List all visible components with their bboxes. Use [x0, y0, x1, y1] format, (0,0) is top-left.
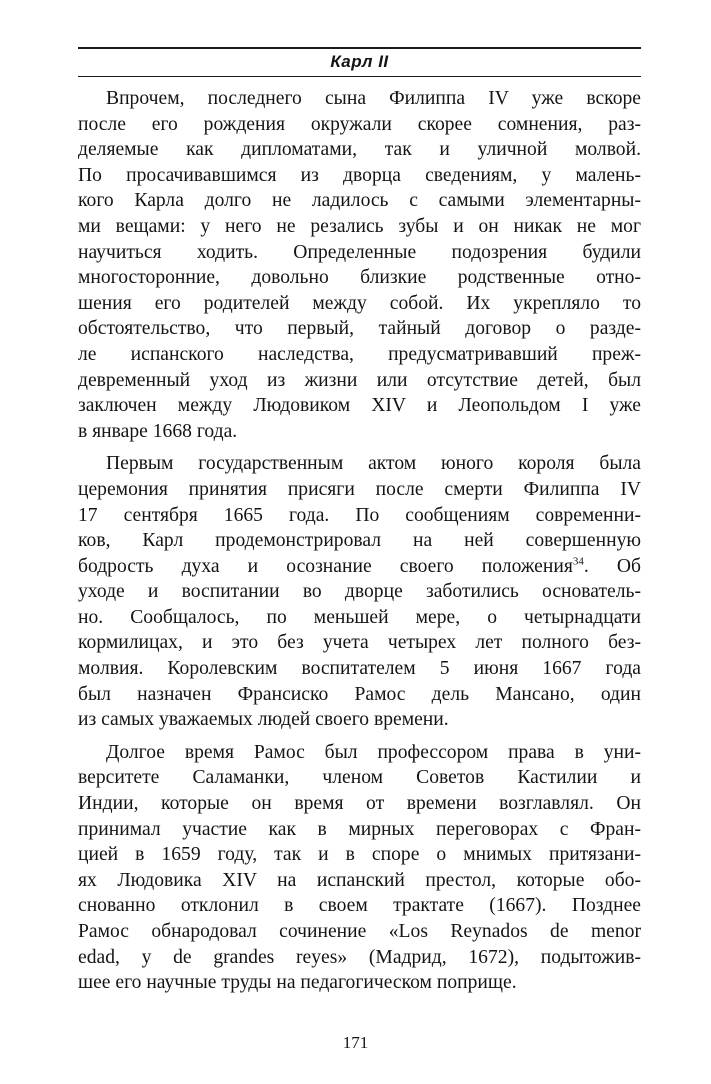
text-line: ков, Карл продемонстрировал на ней совершенную — [78, 530, 641, 552]
text-line: деляемые как дипломатами, так и уличной молвой. — [78, 139, 641, 161]
text-line: шее его научные труды на педагогическом поприще. — [78, 972, 517, 994]
text-line: многосторонние, довольно близкие родственные отно- — [78, 267, 641, 289]
text-line: церемония принятия присяги после смерти Филиппа IV — [78, 478, 641, 500]
text-line-segment: . Об — [583, 555, 641, 577]
text-line: после его рождения окружали скорее сомнения, раз- — [78, 113, 641, 135]
text-line: edad, y de grandes reyes» (Мадрид, 1672), подытожив- — [78, 946, 641, 968]
text-line: Впрочем, последнего сына Филиппа IV уже вскоре — [106, 88, 641, 109]
text-line: шения его родителей между собой. Их укрепляло то — [78, 292, 641, 314]
text-line-with-footnote — [78, 554, 641, 580]
text-line: снованно отклонил в своем трактате (1667). Позднее — [78, 895, 641, 917]
text-line: девременный уход из жизни или отсутствие детей, был — [78, 369, 641, 391]
text-line: молвия. Королевским воспитателем 5 июня 1667 года — [78, 658, 641, 680]
text-line: По просачивавшимся из дворца сведениям, у малень- — [78, 164, 641, 186]
text-line: Рамос обнародовал сочинение «Los Reynados de menor — [78, 921, 641, 942]
footnote-reference[interactable]: 34 — [572, 555, 584, 568]
running-head: Карл II — [330, 52, 389, 71]
paragraph-3 — [78, 740, 641, 996]
text-line: но. Сообщалось, по меньшей мере, о четырнадцати — [78, 606, 641, 628]
paragraph-1 — [78, 86, 641, 444]
text-line: уходе и воспитании во дворце заботились основатель- — [78, 581, 641, 603]
header-rule-bottom — [78, 76, 641, 77]
text-line: из самых уважаемых людей своего времени. — [78, 709, 449, 731]
text-line: обстоятельство, что первый, тайный договор о разде- — [78, 318, 641, 340]
text-line: научиться ходить. Определенные подозрения будили — [78, 241, 641, 263]
text-line: принимал участие как в мирных переговорах с Фран- — [78, 818, 641, 840]
text-line-segment: бодрость духа и осознание своего положения — [78, 555, 573, 577]
text-line: заключен между Людовиком XIV и Леопольдом I уже — [78, 395, 641, 417]
text-line: ле испанского наследства, предусматривавший преж- — [78, 343, 641, 365]
text-line: кормилицах, и это без учета четырех лет полного без- — [78, 632, 641, 654]
text-line: цией в 1659 году, так и в споре о мнимых притязани- — [78, 844, 641, 866]
text-line: был назначен Франсиско Рамос дель Мансано, один — [78, 683, 641, 705]
text-line: верситете Саламанки, членом Советов Кастилии и — [78, 767, 641, 789]
text-line: Индии, которые он время от времени возглавлял. Он — [78, 793, 641, 815]
text-line: ях Людовика XIV на испанский престол, которые обо- — [78, 869, 641, 891]
page-number: 171 — [342, 1033, 369, 1052]
text-line: Долгое время Рамос был профессором права в уни- — [106, 741, 641, 763]
text-line: в январе 1668 года. — [78, 420, 238, 442]
body-text — [78, 86, 641, 996]
header-rule-top — [78, 47, 641, 49]
text-line: Первым государственным актом юного короля была — [106, 453, 641, 475]
text-line: 17 сентября 1665 года. По сообщениям современни- — [78, 504, 641, 526]
text-line: кого Карла долго не ладилось с самыми элементарны- — [78, 190, 641, 212]
paragraph-2 — [78, 451, 641, 733]
text-line: ми вещами: у него не резались зубы и он никак не мог — [78, 215, 641, 237]
